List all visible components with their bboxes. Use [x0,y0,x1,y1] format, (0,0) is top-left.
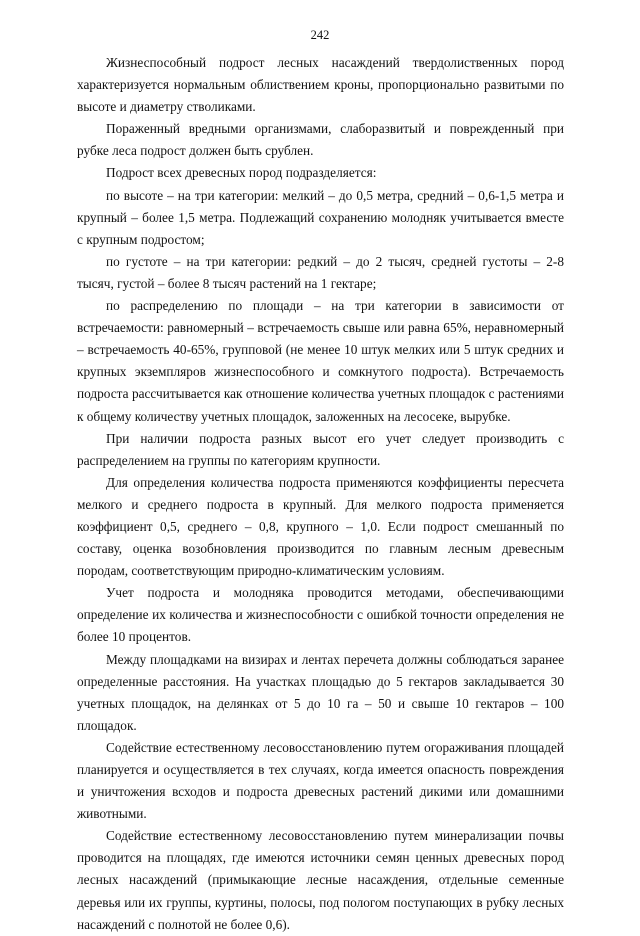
paragraph: Подрост всех древесных пород подразделяется: [106,165,377,181]
paragraph: Для определения количества подроста применяются коэффициенты пересчета мелкого и среднего подроста в крупный. Для мелкого подроста применяется коэффициент 0,5, среднего – 0,8, крупного – 1,0. Если подрост смешанный по составу, оценка возобновления производится по главным лесным древесным породам, соответствующим природно-климатическим условиям. [77,474,564,579]
paragraph: Содействие естественному лесовосстановлению путем огораживания площадей планируется и осуществляется в тех случаях, когда имеется опасность повреждения и уничтожения всходов и подроста древесных растений дикими или домашними животными. [77,739,564,822]
paragraph: по густоте – на три категории: редкий – до 2 тысяч, средней густоты – 2-8 тысяч, густой – более 8 тысяч растений на 1 гектаре; [77,253,564,291]
paragraph: Жизнеспособный подрост лесных насаждений твердолиственных пород характеризуется нормальным облиствением кроны, пропорционально развитыми по высоте и диаметру стволиками. [77,55,564,115]
page-number: 242 [310,28,330,42]
paragraph: Между площадками на визирах и лентах перечета должны соблюдаться заранее определенные расстояния. На участках площадью до 5 гектаров закладывается 30 учетных площадок, на делянках от 5 до 10 га – 50 и свыше 10 гектаров – 100 площадок. [77,651,564,733]
document-body [77,52,564,936]
paragraph: Учет подроста и молодняка проводится методами, обеспечивающими определение их количества и жизнеспособности с ошибкой точности определения не более 10 процентов. [77,585,564,645]
paragraph: по высоте – на три категории: мелкий – до 0,5 метра, средний – 0,6-1,5 метра и крупный – более 1,5 метра. Подлежащий сохранению молодняк учитывается вместе с крупным подростом; [77,187,564,247]
paragraph: по распределению по площади – на три категории в зависимости от встречаемости: равномерный – встречаемость свыше или равна 65%, неравномерный – встречаемость 40-65%, групповой (не менее 10 штук мелких или 5 штук средних и крупных экземпляров жизнеспособного и сомкнутого подроста). Встречаемость подроста рассчитывается как отношение количества учетных площадок с растениями к общему количеству учетных площадок, заложенных на лесосеке, вырубке. [77,298,564,424]
paragraph: Пораженный вредными организмами, слаборазвитый и поврежденный при рубке леса подрост должен быть срублен. [77,121,564,159]
paragraph: При наличии подроста разных высот его учет следует производить с распределением на группы по категориям крупности. [77,430,564,468]
paragraph: Содействие естественному лесовосстановлению путем минерализации почвы проводится на площадях, где имеются источники семян ценных древесных пород лесных насаждений (примыкающие лесные насаждения, отдельные семенные деревья или их группы, куртины, полосы, под пологом поступающих в рубку лесных насаждений с полнотой не более 0,6). [77,828,564,932]
